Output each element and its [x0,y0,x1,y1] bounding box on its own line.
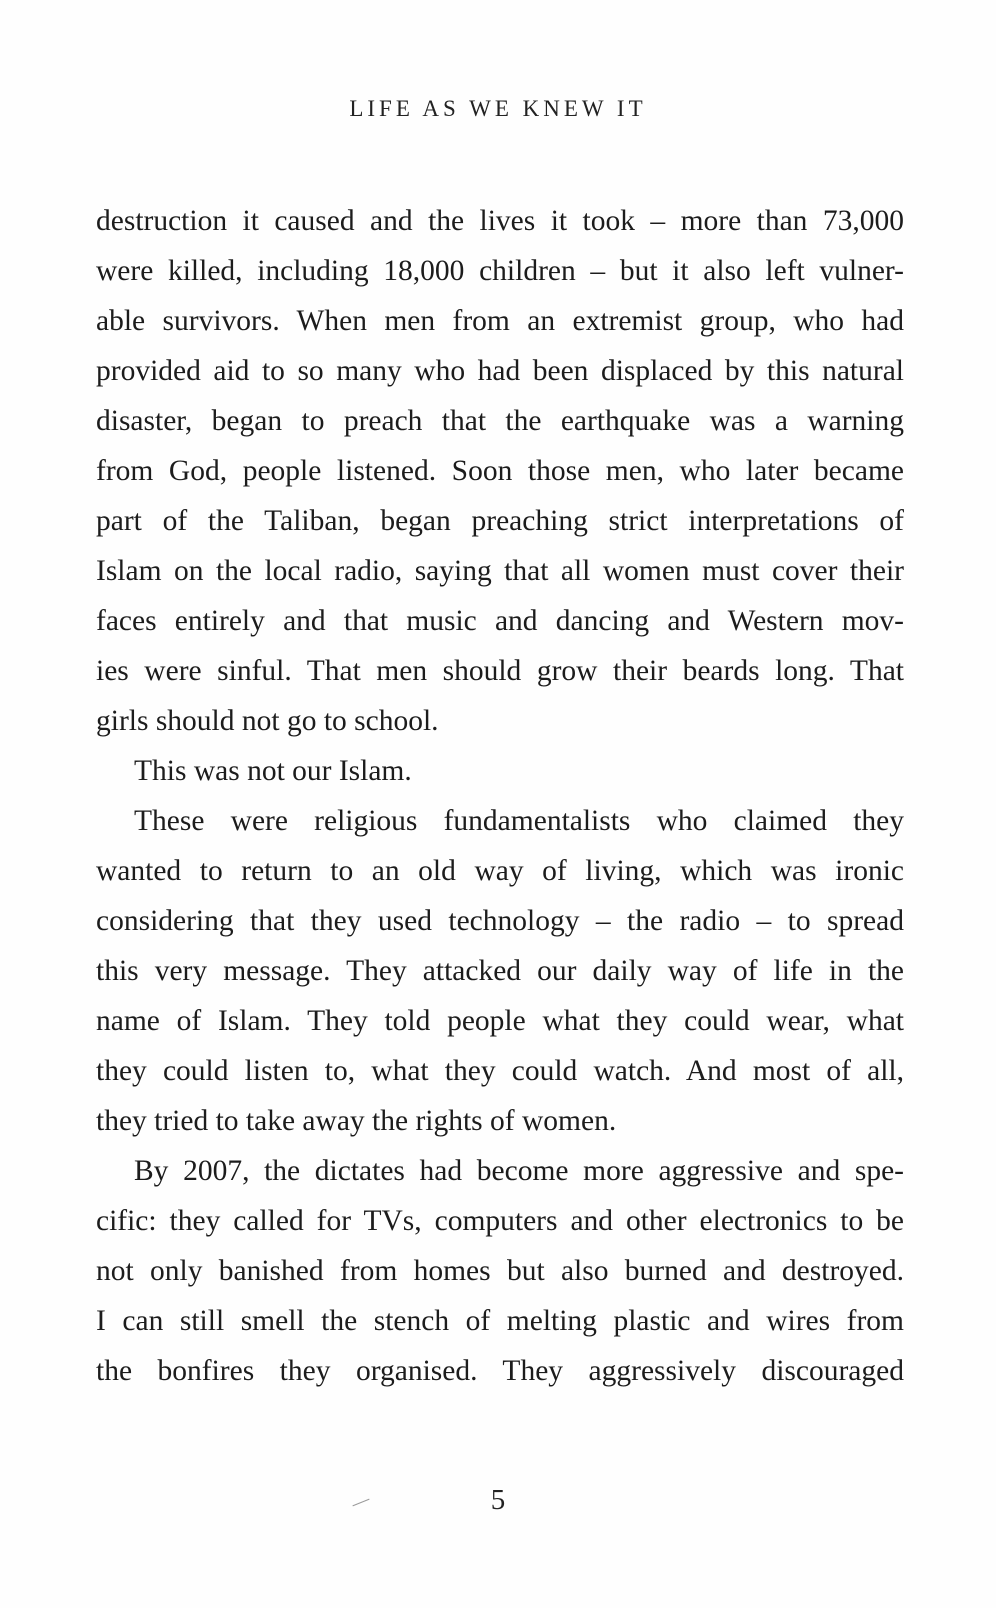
text-line: wanted to return to an old way of living, which was ironic [96,855,904,887]
text-line: they tried to take away the rights of women. [96,1105,617,1137]
text-line: not only banished from homes but also burned and destroyed. [96,1255,904,1287]
text-line: part of the Taliban, began preaching strict interpretations of [96,505,904,537]
running-head: LIFE AS WE KNEW IT [349,96,647,121]
text-line: faces entirely and that music and dancing and Western mov- [96,605,904,637]
text-line: Islam on the local radio, saying that all women must cover their [96,555,904,587]
text-line: name of Islam. They told people what they could wear, what [96,1005,904,1037]
body-text [96,196,904,1396]
text-line: disaster, began to preach that the earthquake was a warning [96,405,904,437]
text-line: they could listen to, what they could watch. And most of all, [96,1055,904,1087]
text-line: cific: they called for TVs, computers and other electronics to be [96,1205,904,1237]
text-line: These were religious fundamentalists who claimed they [134,805,904,837]
page-number: 5 [490,1484,506,1516]
text-line: able survivors. When men from an extremist group, who had [96,305,904,337]
text-line: provided aid to so many who had been displaced by this natural [96,355,904,387]
text-line: were killed, including 18,000 children – but it also left vulner- [96,255,904,287]
text-line: This was not our Islam. [134,755,412,787]
text-line: I can still smell the stench of melting plastic and wires from [96,1305,904,1337]
text-line: considering that they used technology – the radio – to spread [96,905,904,937]
text-line: this very message. They attacked our daily way of life in the [96,955,904,987]
text-line: girls should not go to school. [96,705,439,737]
text-line: ies were sinful. That men should grow their beards long. That [96,655,904,687]
text-line: By 2007, the dictates had become more aggressive and spe- [134,1155,904,1187]
text-line: destruction it caused and the lives it took – more than 73,000 [96,205,904,237]
text-line: from God, people listened. Soon those men, who later became [96,455,904,487]
text-line: the bonfires they organised. They aggressively discouraged [96,1355,904,1387]
